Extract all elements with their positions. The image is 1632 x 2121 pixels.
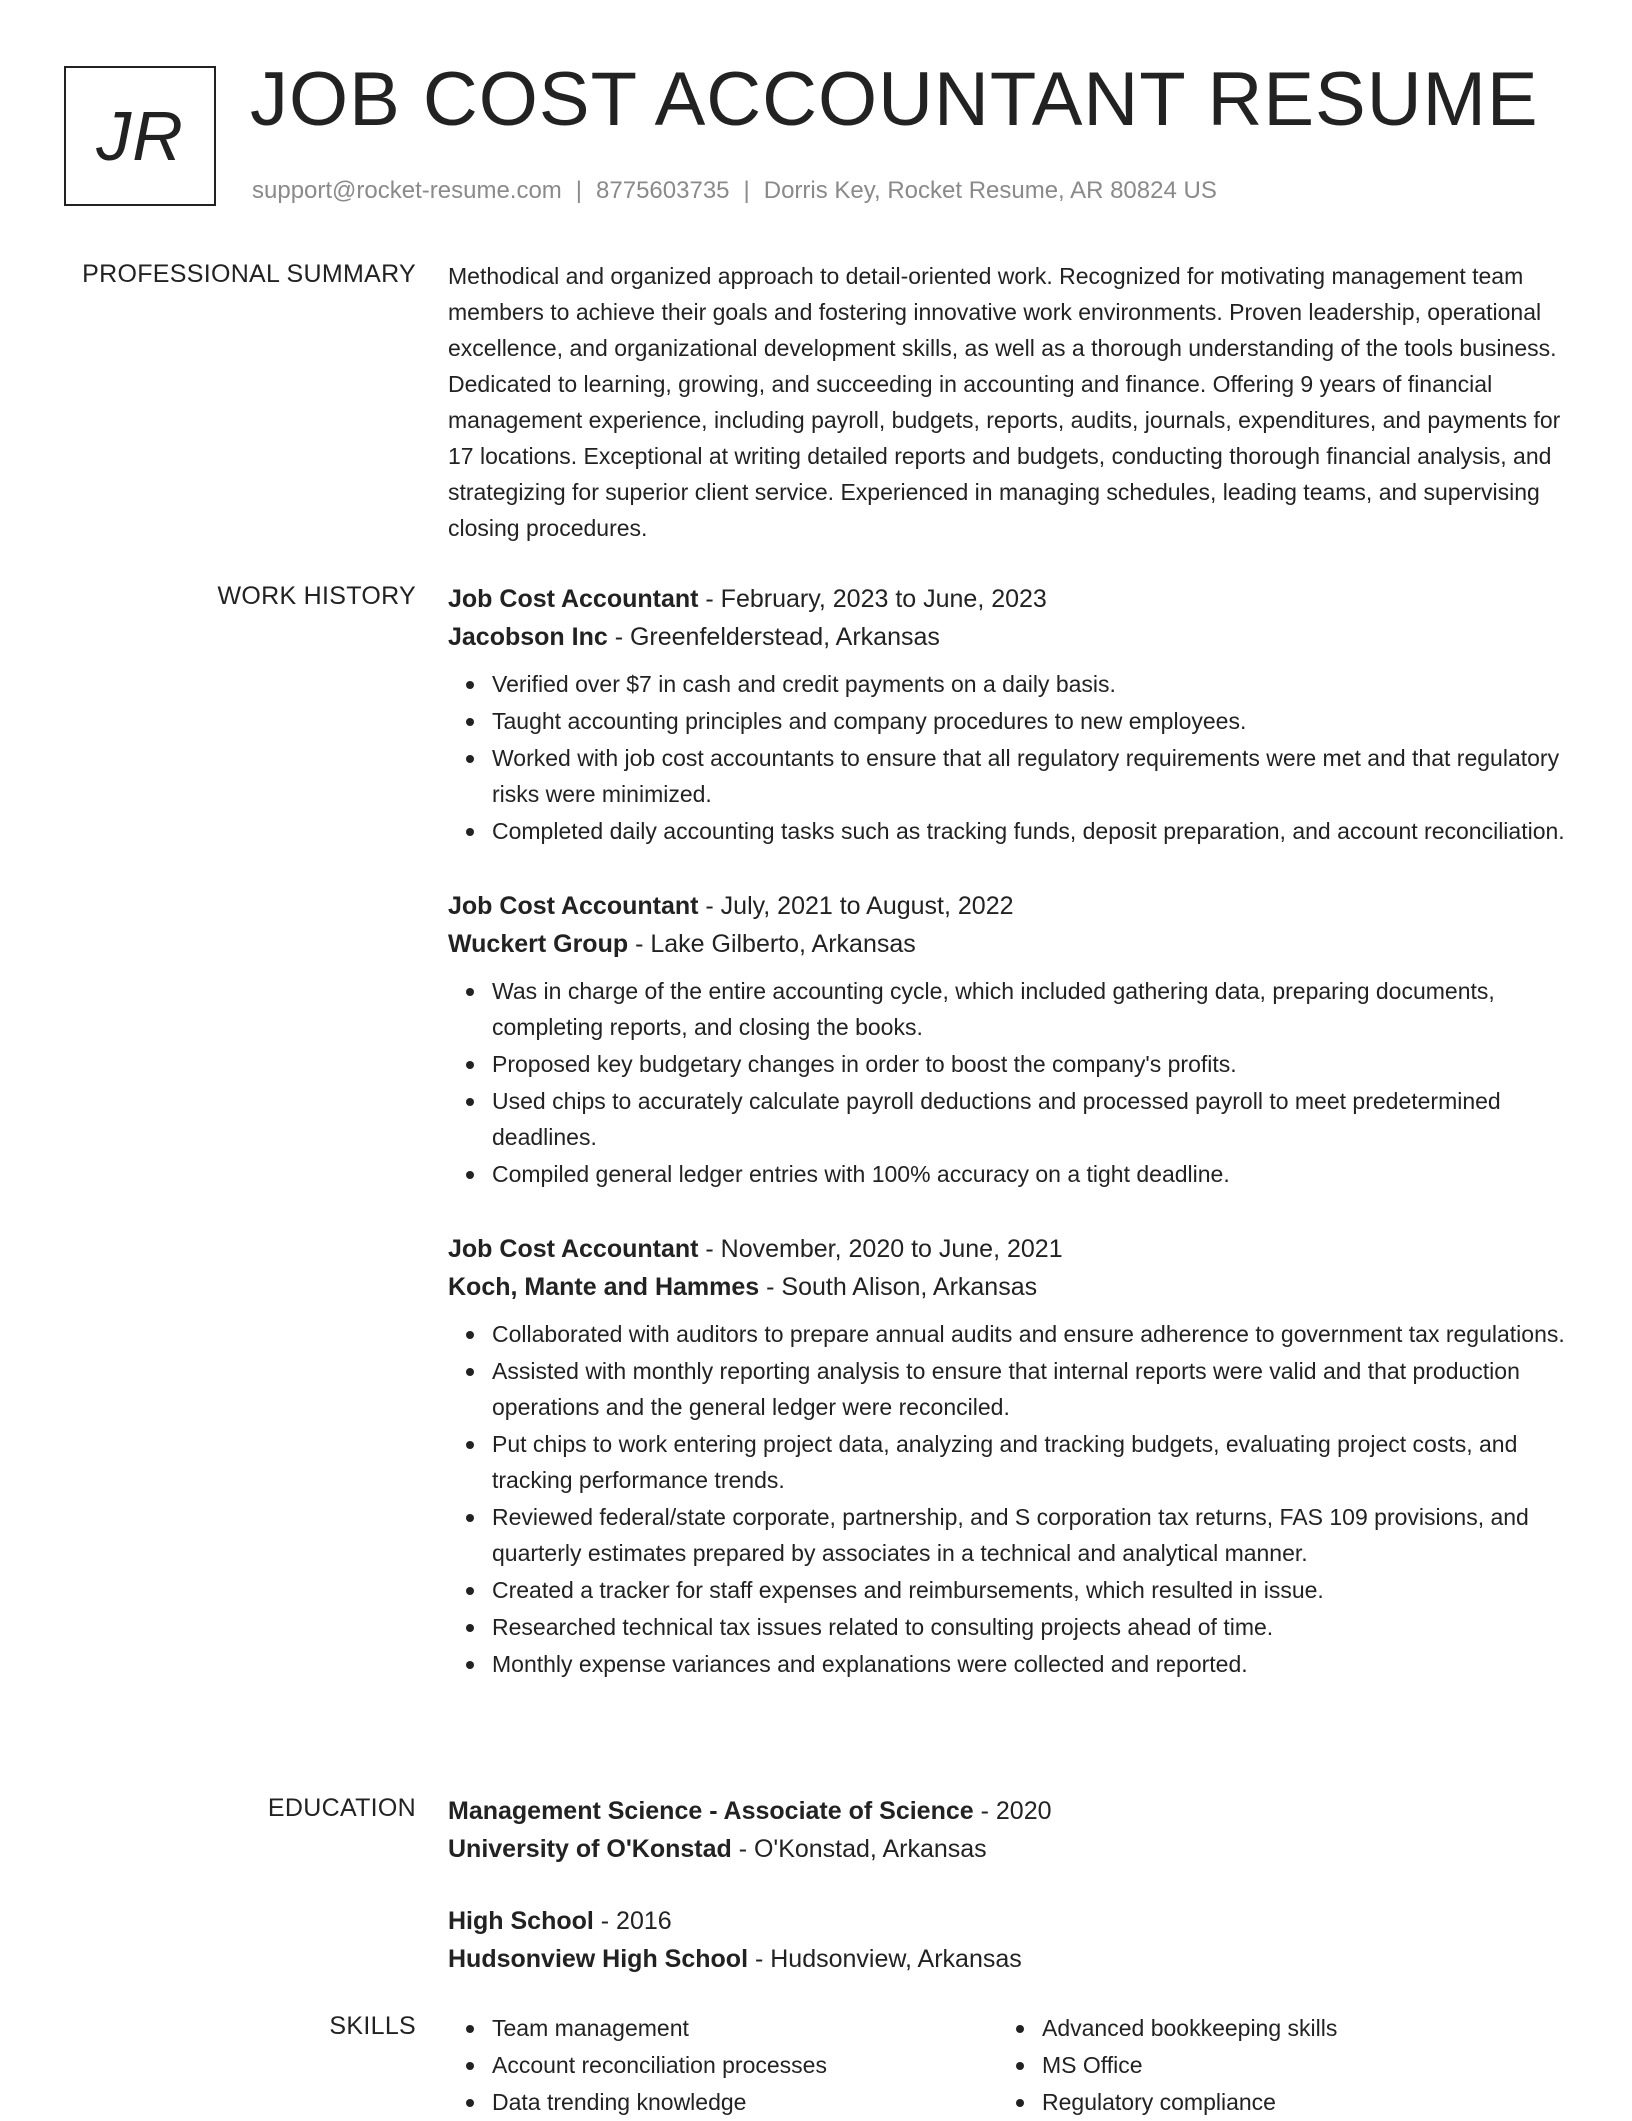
- job-location: - Lake Gilberto, Arkansas: [628, 930, 916, 958]
- skills-body: [448, 2010, 1568, 2121]
- job-bullet: Collaborated with auditors to prepare annual audits and ensure adherence to government tax regulations.: [492, 1316, 1568, 1352]
- contact-email[interactable]: support@rocket-resume.com: [252, 177, 562, 204]
- skill-item: Advanced bookkeeping skills: [1042, 2010, 1548, 2046]
- job-entry: [448, 580, 1568, 849]
- job-bullet: Reviewed federal/state corporate, partnership, and S corporation tax returns, FAS 109 provisions, and quarterly estimates prepared by associates in a technical and analytical manner.: [492, 1499, 1568, 1571]
- job-entry: [448, 887, 1568, 1192]
- education-entry: [448, 1902, 1568, 1978]
- education-degree-line: [448, 1902, 1568, 1940]
- section-label-education: EDUCATION: [267, 1794, 416, 1822]
- job-title: Job Cost Accountant: [448, 585, 699, 613]
- education-year: - 2016: [593, 1907, 672, 1935]
- job-bullet: Worked with job cost accountants to ensure that all regulatory requirements were met and that regulatory risks were minimized.: [492, 740, 1568, 812]
- education-body: [448, 1792, 1568, 2012]
- job-bullets: [448, 666, 1568, 849]
- education-degree: High School: [448, 1907, 594, 1935]
- contact-address: Dorris Key, Rocket Resume, AR 80824 US: [763, 177, 1217, 204]
- education-location: - O'Konstad, Arkansas: [731, 1835, 987, 1863]
- education-school: Hudsonview High School: [448, 1945, 749, 1973]
- section-label-skills: SKILLS: [329, 2012, 416, 2040]
- skill-item: Regulatory compliance: [1042, 2084, 1548, 2120]
- job-location: - Greenfelderstead, Arkansas: [607, 623, 940, 651]
- contact-separator: |: [743, 177, 750, 204]
- education-year: - 2020: [973, 1797, 1052, 1825]
- education-degree-line: [448, 1792, 1568, 1830]
- skills-list-right: [998, 2010, 1548, 2121]
- job-bullet: Compiled general ledger entries with 100% accuracy on a tight deadline.: [492, 1156, 1568, 1192]
- work-history-body: [448, 580, 1568, 1720]
- job-company: Jacobson Inc: [448, 623, 608, 651]
- education-entry: [448, 1792, 1568, 1868]
- job-bullet: Researched technical tax issues related to consulting projects ahead of time.: [492, 1609, 1568, 1645]
- job-bullet: Taught accounting principles and company procedures to new employees.: [492, 703, 1568, 739]
- job-company-line: [448, 925, 1568, 963]
- skill-item: Data trending knowledge: [492, 2084, 998, 2120]
- skills-grid: [448, 2010, 1568, 2121]
- job-company-line: [448, 618, 1568, 656]
- job-entry: [448, 1230, 1568, 1682]
- section-label-summary: PROFESSIONAL SUMMARY: [82, 260, 416, 288]
- job-bullets: [448, 1316, 1568, 1682]
- job-bullet: Monthly expense variances and explanations were collected and reported.: [492, 1646, 1568, 1682]
- education-school-line: [448, 1830, 1568, 1868]
- job-dates: - July, 2021 to August, 2022: [698, 892, 1014, 920]
- education-school-line: [448, 1940, 1568, 1978]
- summary-text: Methodical and organized approach to detail-oriented work. Recognized for motivating management team members to achieve their goals and fostering innovative work environments. Proven leadership, operational excellence, and organizational development skills, as well as a thorough understanding of the tools business. Dedicated to learning, growing, and succeeding in accounting and finance. Offering 9 years of financial management experience, including payroll, budgets, reports, audits, journals, expenditures, and payments for 17 locations. Exceptional at writing detailed reports and budgets, conducting thorough financial analysis, and strategizing for superior client service. Experienced in managing schedules, leading teams, and supervising closing procedures.: [448, 263, 1561, 541]
- job-title-line: [448, 887, 1568, 925]
- job-company-line: [448, 1268, 1568, 1306]
- job-title: Job Cost Accountant: [448, 1235, 699, 1263]
- job-title-line: [448, 1230, 1568, 1268]
- resume-title: JOB COST ACCOUNTANT RESUME: [250, 57, 1539, 142]
- job-title-line: [448, 580, 1568, 618]
- job-title: Job Cost Accountant: [448, 892, 699, 920]
- education-degree: Management Science - Associate of Science: [448, 1797, 974, 1825]
- education-school: University of O'Konstad: [448, 1835, 732, 1863]
- job-bullet: Created a tracker for staff expenses and reimbursements, which resulted in issue.: [492, 1572, 1568, 1608]
- skill-item: Account reconciliation processes: [492, 2047, 998, 2083]
- job-bullet: Was in charge of the entire accounting cycle, which included gathering data, preparing documents, completing reports, and closing the books.: [492, 973, 1568, 1045]
- job-bullet: Completed daily accounting tasks such as tracking funds, deposit preparation, and account reconciliation.: [492, 813, 1568, 849]
- job-bullet: Put chips to work entering project data, analyzing and tracking budgets, evaluating project costs, and tracking performance trends.: [492, 1426, 1568, 1498]
- contact-phone[interactable]: 8775603735: [596, 177, 730, 204]
- skills-list-left: [448, 2010, 998, 2121]
- job-bullet: Proposed key budgetary changes in order to boost the company's profits.: [492, 1046, 1568, 1082]
- education-location: - Hudsonview, Arkansas: [748, 1945, 1022, 1973]
- section-label-work-history: WORK HISTORY: [217, 582, 416, 610]
- skill-item: Team management: [492, 2010, 998, 2046]
- contact-line: [252, 176, 1217, 206]
- job-company: Koch, Mante and Hammes: [448, 1273, 760, 1301]
- job-bullet: Verified over $7 in cash and credit payments on a daily basis.: [492, 666, 1568, 702]
- skill-item: MS Office: [1042, 2047, 1548, 2083]
- contact-separator: |: [575, 177, 583, 204]
- job-bullet: Assisted with monthly reporting analysis to ensure that internal reports were valid and that production operations and the general ledger were reconciled.: [492, 1353, 1568, 1425]
- job-dates: - November, 2020 to June, 2021: [698, 1235, 1063, 1263]
- job-bullets: [448, 973, 1568, 1192]
- job-bullet: Used chips to accurately calculate payroll deductions and processed payroll to meet predetermined deadlines.: [492, 1083, 1568, 1155]
- job-dates: - February, 2023 to June, 2023: [698, 585, 1047, 613]
- monogram-box: [64, 66, 216, 206]
- monogram-initials: JR: [96, 97, 184, 175]
- job-company: Wuckert Group: [448, 930, 629, 958]
- job-location: - South Alison, Arkansas: [759, 1273, 1038, 1301]
